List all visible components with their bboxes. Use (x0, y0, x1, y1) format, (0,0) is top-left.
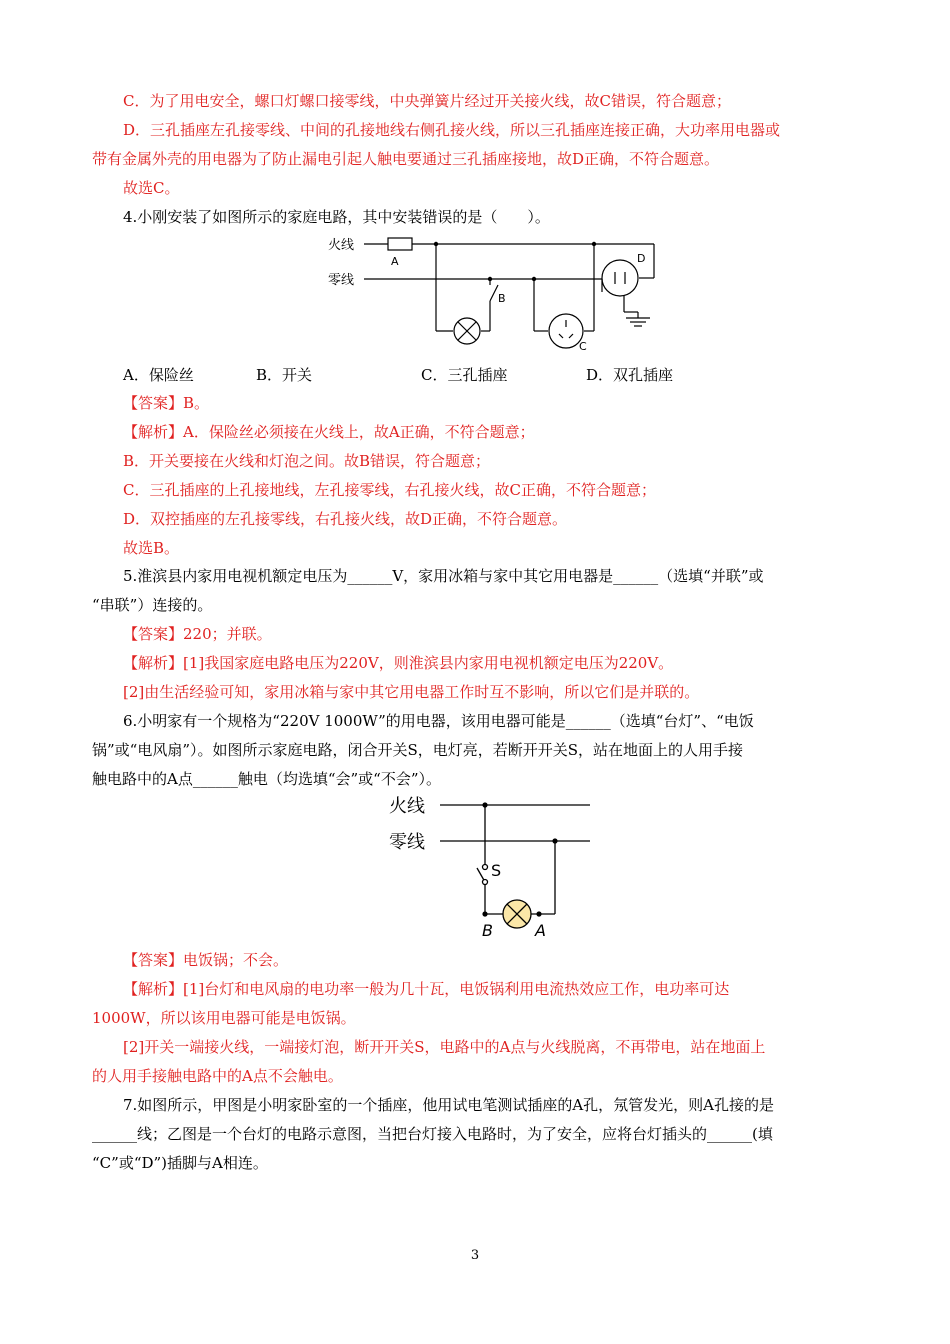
question-5: 5.淮滨县内家用电视机额定电压为______V，家用冰箱与家中其它用电器是______（选填“并联”或 (123, 567, 764, 585)
explanation-line: [2]开关一端接火线，一端接灯泡，断开开关S，电路中的A点与火线脱离，不再带电，站在地面上 (123, 1038, 766, 1056)
label-c: C (579, 340, 587, 353)
question-6-cont: 锅”或“电风扇”）。如图所示家庭电路，闭合开关S，电灯亮，若断开开关S，站在地面上的人用手接 (92, 741, 744, 759)
circuit-figure-1 (320, 232, 660, 354)
explanation-line: C．三孔插座的上孔接地线，左孔接零线，右孔接火线，故C正确，不符合题意； (123, 481, 656, 499)
live-wire-label: 火线 (328, 238, 355, 253)
explanation-line: D．三孔插座左孔接零线、中间的孔接地线右侧孔接火线，所以三孔插座连接正确，大功率用电器或 (123, 121, 781, 139)
question-5-cont: “串联”）连接的。 (92, 596, 213, 614)
label-a: A (391, 255, 399, 268)
explanation-line: 故选B。 (123, 539, 180, 557)
question-7: 7.如图所示，甲图是小明家卧室的一个插座，他用试电笔测试插座的A孔，氖管发光，则A孔接的是 (123, 1096, 774, 1114)
explanation-line: 【解析】A．保险丝必须接在火线上，故A正确，不符合题意； (123, 423, 535, 441)
question-6-cont: 触电路中的A点______触电（均选填“会”或“不会”）。 (92, 770, 442, 788)
answer-5: 【答案】220；并联。 (123, 625, 272, 643)
question-7-cont: ______线；乙图是一个台灯的电路示意图，当把台灯接入电路时，为了安全，应将台灯插头的______(填 (92, 1125, 773, 1143)
question-6: 6.小明家有一个规格为“220V 1000W”的用电器，该用电器可能是______（选填“台灯”、“电饭 (123, 712, 754, 730)
explanation-line: D．双控插座的左孔接零线，右孔接火线，故D正确，不符合题意。 (123, 510, 568, 528)
answer-6: 【答案】电饭锅；不会。 (123, 951, 289, 969)
neutral-wire-label: 零线 (328, 273, 355, 288)
explanation-line: 【解析】[1]我国家庭电路电压为220V，则淮滨县内家用电视机额定电压为220V。 (123, 654, 674, 672)
switch-label: S (491, 861, 502, 880)
explanation-line: [2]由生活经验可知，家用冰箱与家中其它用电器工作时互不影响，所以它们是并联的。 (123, 683, 700, 701)
option-a: A．保险丝 (123, 366, 194, 384)
three-pin-socket-icon (549, 314, 583, 348)
neutral-wire-label: 零线 (389, 832, 425, 853)
label-d: D (637, 252, 646, 265)
answer-4: 【答案】B。 (123, 394, 210, 412)
option-c: C．三孔插座 (421, 366, 508, 384)
option-b: B．开关 (256, 366, 313, 384)
two-pin-socket-icon (602, 260, 638, 296)
explanation-line: C．为了用电安全，螺口灯螺口接零线，中央弹簧片经过开关接火线，故C错误，符合题意； (123, 92, 731, 110)
point-a-label: A (535, 921, 546, 940)
explanation-line: B．开关要接在火线和灯泡之间。故B错误，符合题意； (123, 452, 491, 470)
circuit-figure-2 (385, 792, 600, 942)
point-b-label: B (482, 921, 493, 940)
live-wire-label: 火线 (389, 796, 425, 817)
label-b: B (498, 292, 506, 305)
page-number: 3 (470, 1248, 480, 1263)
option-d: D．双孔插座 (586, 366, 674, 384)
explanation-line: 的人用手接触电路中的A点不会触电。 (92, 1067, 343, 1085)
explanation-line: 带有金属外壳的用电器为了防止漏电引起人触电要通过三孔插座接地，故D正确，不符合题意。 (92, 150, 720, 168)
question-7-cont: “C”或“D”)插脚与A相连。 (92, 1154, 268, 1172)
question-4: 4.小刚安装了如图所示的家庭电路，其中安装错误的是（ ）。 (123, 208, 550, 226)
explanation-line: 故选C。 (123, 179, 180, 197)
explanation-line: 【解析】[1]台灯和电风扇的电功率一般为几十瓦，电饭锅利用电流热效应工作，电功率可达 (123, 980, 730, 998)
explanation-line: 1000W，所以该用电器可能是电饭锅。 (92, 1009, 356, 1027)
fuse-symbol (388, 238, 412, 250)
